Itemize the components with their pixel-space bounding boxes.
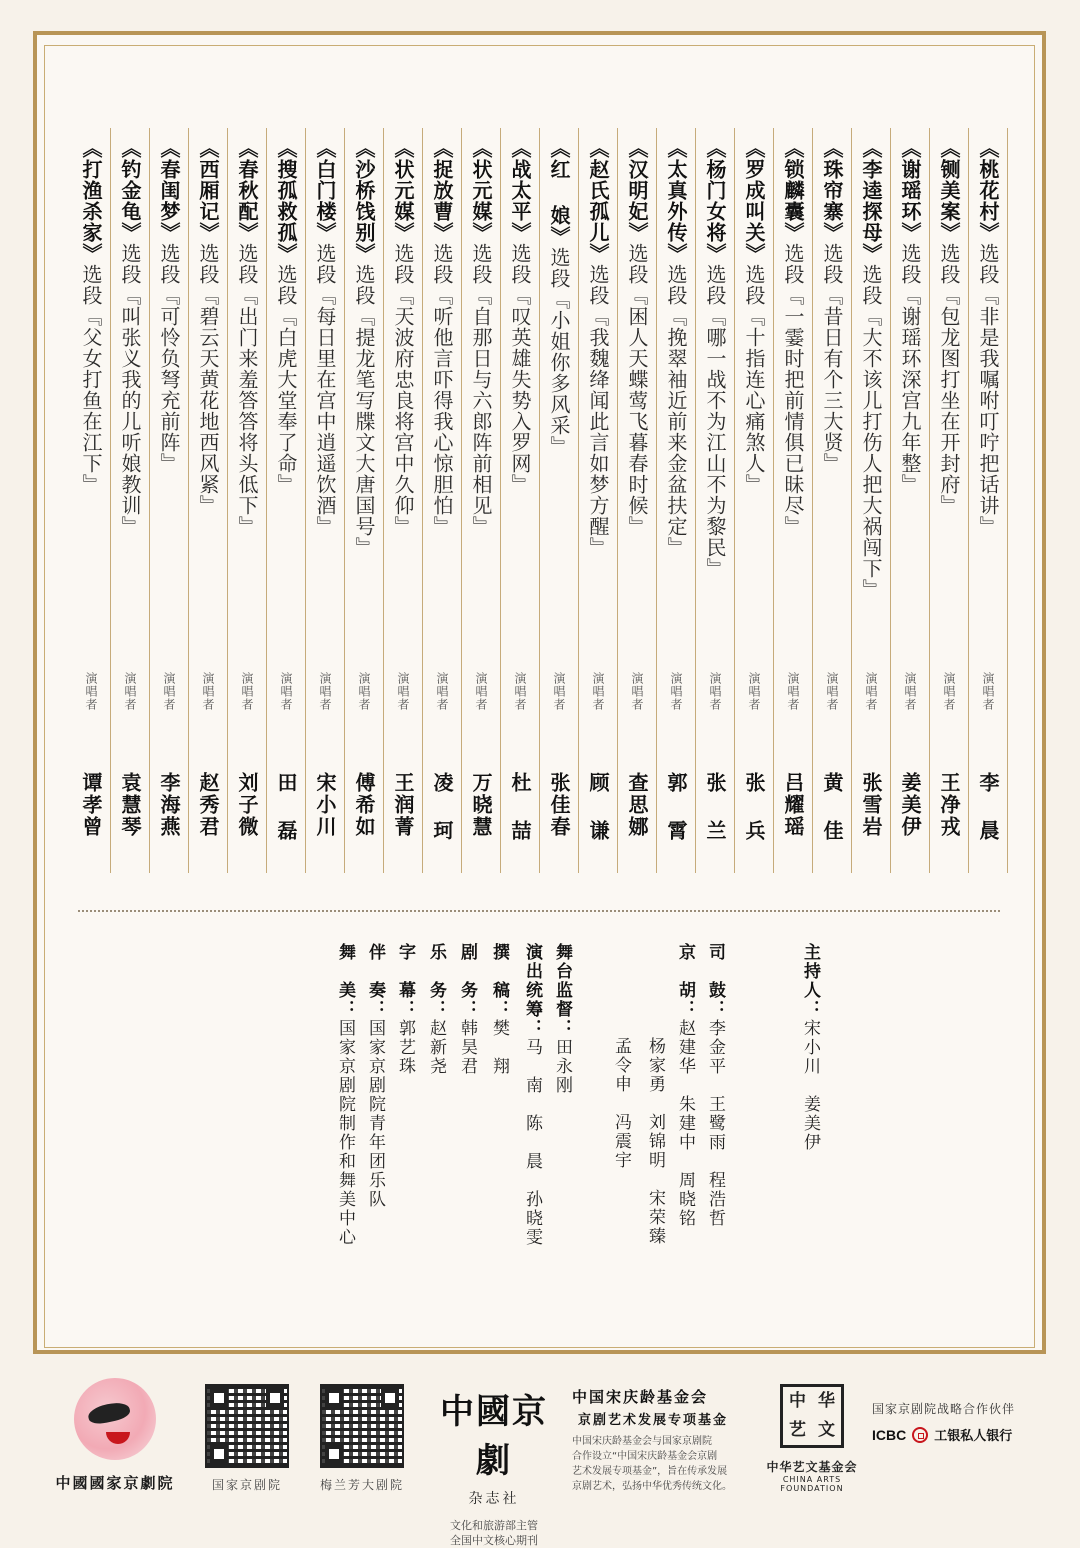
program-excerpt: 选段『非是我嘱咐叮咛把话讲』 — [976, 243, 1000, 537]
qr-code-icon[interactable] — [320, 1384, 404, 1468]
performer-name: 刘子微 — [235, 772, 259, 838]
program-excerpt: 选段『谢瑶环深宫九年整』 — [898, 243, 922, 495]
program-title: 《状元媒》 — [391, 138, 415, 243]
national-peking-opera-logo[interactable] — [50, 1378, 180, 1498]
credit-names: 马 南 陈 晨 孙晓雯 — [522, 1038, 542, 1247]
qr-caption: 国家京剧院 — [211, 1478, 282, 1492]
credit-role: 乐 务： — [426, 943, 446, 1019]
program-title: 《太真外传》 — [664, 138, 688, 264]
partner-heading: 国家京剧院战略合作伙伴 — [872, 1402, 1016, 1416]
performer-label: 演唱者 — [942, 672, 956, 711]
performer-name: 王润菁 — [391, 772, 415, 838]
bank-name: 工银私人银行 — [934, 1429, 1013, 1444]
performer-label: 演唱者 — [669, 672, 683, 711]
performer-label: 演唱者 — [357, 672, 371, 711]
performer-label: 演唱者 — [162, 672, 176, 711]
program-title: 《红 娘》 — [547, 138, 571, 247]
performer-label: 演唱者 — [513, 672, 527, 711]
credit-host — [795, 943, 825, 1152]
performer-label: 演唱者 — [747, 672, 761, 711]
performer-label: 演唱者 — [240, 672, 254, 711]
credit-role: 剧 务： — [457, 943, 477, 1019]
performer-label: 演唱者 — [591, 672, 605, 711]
performer-name: 张 兵 — [742, 772, 766, 842]
credit-names: 赵建华 朱建中 周晓铭 — [675, 1019, 695, 1228]
program-excerpt: 选段『提龙笔写牒文大唐国号』 — [352, 264, 376, 558]
program-excerpt: 选段『天波府忠良将宫中久仰』 — [391, 243, 415, 537]
program-title: 《沙桥饯别》 — [352, 138, 376, 264]
performer-label: 演唱者 — [279, 672, 293, 711]
program-excerpt: 选段『哪一战不为江山不为黎民』 — [703, 264, 727, 579]
program-excerpt: 选段『出门来羞答答将头低下』 — [235, 243, 259, 537]
performer-label: 演唱者 — [552, 672, 566, 711]
program-excerpt: 选段『我魏绛闻此言如梦方醒』 — [586, 264, 610, 558]
program-title: 《状元媒》 — [469, 138, 493, 243]
performer-label: 演唱者 — [981, 672, 995, 711]
program-excerpt: 选段『碧云天黄花地西风紧』 — [196, 243, 220, 516]
performer-name: 赵秀君 — [196, 772, 220, 838]
performer-name: 郭 霄 — [664, 772, 688, 842]
fund-subtitle: 京剧艺术发展专项基金 — [578, 1413, 729, 1428]
magazine-title: 中國京劇 — [440, 1392, 548, 1481]
program-excerpt: 选段『父女打鱼在江下』 — [79, 264, 103, 495]
performer-label: 演唱者 — [318, 672, 332, 711]
program-title: 《西厢记》 — [196, 138, 220, 243]
credit-role: 主持人： — [800, 943, 820, 1019]
credit-names: 郭艺珠 — [395, 1019, 415, 1076]
credit-role: 撰 稿： — [489, 943, 509, 1019]
program-title: 《汉明妃》 — [625, 138, 649, 243]
magazine-sub: 杂志社 — [468, 1491, 520, 1507]
magazine-line: 文化和旅游部主管 — [450, 1519, 538, 1532]
program-excerpt: 选段『挽翠袖近前来金盆扶定』 — [664, 264, 688, 558]
soong-ching-ling-fund-block — [572, 1386, 740, 1494]
performer-label: 演唱者 — [201, 672, 215, 711]
credit-coord — [517, 943, 547, 1247]
magazine-block — [424, 1384, 564, 1548]
credit-music — [421, 943, 451, 1076]
credit-names: 李金平 王鹭雨 程浩哲 — [705, 1019, 725, 1228]
performer-label: 演唱者 — [864, 672, 878, 711]
credit-role: 演出统筹： — [522, 943, 542, 1038]
credit-art — [330, 943, 360, 1247]
performer-label: 演唱者 — [396, 672, 410, 711]
credit-role: 舞 美： — [335, 943, 355, 1019]
credit-writer — [484, 943, 514, 1076]
seal-icon: 中 华 艺 文 — [780, 1384, 844, 1448]
performer-name: 顾 谦 — [586, 772, 610, 842]
performer-name: 姜美伊 — [898, 772, 922, 838]
program-title: 《罗成叫关》 — [742, 138, 766, 264]
credit-names: 赵新尧 — [426, 1019, 446, 1076]
performer-label: 演唱者 — [123, 672, 137, 711]
credit-jinghu-line2 — [640, 1037, 670, 1246]
performer-name: 谭孝曾 — [79, 772, 103, 838]
performer-name: 王净戎 — [937, 772, 961, 838]
credit-role: 舞台监督： — [552, 943, 572, 1038]
performer-name: 杜 喆 — [508, 772, 532, 842]
performer-label: 演唱者 — [474, 672, 488, 711]
icbc-logo-icon — [912, 1427, 928, 1443]
performer-name: 黄 佳 — [820, 772, 844, 842]
program-title: 《铡美案》 — [937, 138, 961, 243]
credit-names: 韩昊君 — [457, 1019, 477, 1076]
program-excerpt: 选段『一霎时把前情俱已昧尽』 — [781, 243, 805, 537]
credit-caption — [390, 943, 420, 1076]
program-excerpt: 选段『小姐你多风采』 — [547, 247, 571, 457]
performer-name: 张 兰 — [703, 772, 727, 842]
program-title: 《锁麟囊》 — [781, 138, 805, 243]
logo-caption: 中國國家京劇院 — [55, 1474, 175, 1492]
program-excerpt: 选段『听他言吓得我心惊胆怕』 — [430, 243, 454, 537]
program-title: 《李逵探母》 — [859, 138, 883, 264]
program-title: 《战太平》 — [508, 138, 532, 243]
program-title: 《打渔杀家》 — [79, 138, 103, 264]
fund-desc: 中国宋庆龄基金会与国家京剧院 — [572, 1436, 712, 1447]
performer-name: 田 磊 — [274, 772, 298, 842]
fund-title: 中国宋庆龄基金会 — [572, 1388, 709, 1406]
partner-block — [872, 1400, 1052, 1444]
performer-name: 李 晨 — [976, 772, 1000, 842]
partner-row — [872, 1425, 1052, 1444]
credit-names: 宋小川 姜美伊 — [800, 1019, 820, 1152]
credit-names: 国家京剧院制作和舞美中心 — [335, 1019, 355, 1247]
program-title: 《杨门女将》 — [703, 138, 727, 264]
performer-name: 李海燕 — [157, 772, 181, 838]
performer-label: 演唱者 — [708, 672, 722, 711]
program-excerpt: 选段『叹英雄失势入罗网』 — [508, 243, 532, 495]
credit-role: 字 幕： — [395, 943, 415, 1019]
program-excerpt: 选段『十指连心痛煞人』 — [742, 264, 766, 495]
program-title: 《搜孤救孤》 — [274, 138, 298, 264]
credit-names: 杨家勇 刘锦明 宋荣臻 — [645, 1037, 665, 1246]
credit-drama — [452, 943, 482, 1076]
program-excerpt: 选段『白虎大堂奉了命』 — [274, 264, 298, 495]
performer-name: 宋小川 — [313, 772, 337, 838]
performer-name: 凌 珂 — [430, 772, 454, 842]
program-title: 《赵氏孤儿》 — [586, 138, 610, 264]
performer-name: 查思娜 — [625, 772, 649, 838]
program-excerpt: 选段『可怜负弩充前阵』 — [157, 243, 181, 474]
performer-name: 万晓慧 — [469, 772, 493, 838]
performer-label: 演唱者 — [435, 672, 449, 711]
program-title: 《桃花村》 — [976, 138, 1000, 243]
fund-desc: 艺术发展专项基金”，旨在传承发展 — [572, 1466, 728, 1477]
credit-names: 田永刚 — [552, 1038, 572, 1095]
performer-label: 演唱者 — [630, 672, 644, 711]
performer-name: 傅希如 — [352, 772, 376, 838]
performer-label: 演唱者 — [84, 672, 98, 711]
program-title: 《珠帘寨》 — [820, 138, 844, 243]
program-excerpt: 选段『每日里在宫中逍遥饮酒』 — [313, 243, 337, 537]
program-excerpt: 选段『叫张义我的儿听娘教训』 — [118, 243, 142, 537]
magazine-line: 全国中文核心期刊 — [450, 1534, 538, 1547]
credit-band — [360, 943, 390, 1209]
program-excerpt: 选段『困人天蝶莺飞暮春时候』 — [625, 243, 649, 537]
performer-label: 演唱者 — [825, 672, 839, 711]
program-title: 《春闺梦》 — [157, 138, 181, 243]
performer-label: 演唱者 — [786, 672, 800, 711]
foundation-name-cn: 中华艺文基金会 — [766, 1460, 858, 1474]
performer-name: 张雪岩 — [859, 772, 883, 838]
credit-drum — [700, 943, 730, 1228]
program-excerpt: 选段『昔日有个三大贤』 — [820, 243, 844, 474]
fund-desc: 京剧艺术，弘扬中华优秀传统文化。 — [572, 1481, 732, 1492]
program-excerpt: 选段『自那日与六郎阵前相见』 — [469, 243, 493, 537]
footer — [0, 1370, 1080, 1547]
performer-label: 演唱者 — [903, 672, 917, 711]
performer-name: 袁慧琴 — [118, 772, 142, 838]
performer-name: 吕耀瑶 — [781, 772, 805, 838]
credit-names: 孟令申 冯震宇 — [611, 1037, 631, 1170]
credit-names: 国家京剧院青年团乐队 — [365, 1019, 385, 1209]
credit-jinghu-line3 — [606, 1037, 636, 1170]
program-excerpt: 选段『大不该儿打伤人把大祸闯下』 — [859, 264, 883, 600]
credit-names: 樊 翔 — [489, 1019, 509, 1076]
program-title: 《白门楼》 — [313, 138, 337, 243]
program-excerpt: 选段『包龙图打坐在开封府』 — [937, 243, 961, 516]
program-title: 《钓金龟》 — [118, 138, 142, 243]
performer-name: 张佳春 — [547, 772, 571, 838]
credit-role: 伴 奏： — [365, 943, 385, 1019]
foundation-name-en: CHINA ARTS FOUNDATION — [780, 1475, 844, 1493]
icbc-text: ICBC — [872, 1426, 907, 1443]
program-title: 《谢瑶环》 — [898, 138, 922, 243]
credit-stage — [547, 943, 577, 1095]
qr-caption: 梅兰芳大剧院 — [319, 1478, 404, 1492]
credit-role: 京 胡： — [675, 943, 695, 1019]
china-arts-foundation-block — [752, 1384, 872, 1493]
credit-jinghu — [670, 943, 700, 1228]
qr-code-icon[interactable] — [205, 1384, 289, 1468]
fund-desc: 合作设立“中国宋庆龄基金会京剧 — [572, 1451, 718, 1462]
program-title: 《捉放曹》 — [430, 138, 454, 243]
credit-role: 司 鼓： — [705, 943, 725, 1019]
program-title: 《春秋配》 — [235, 138, 259, 243]
